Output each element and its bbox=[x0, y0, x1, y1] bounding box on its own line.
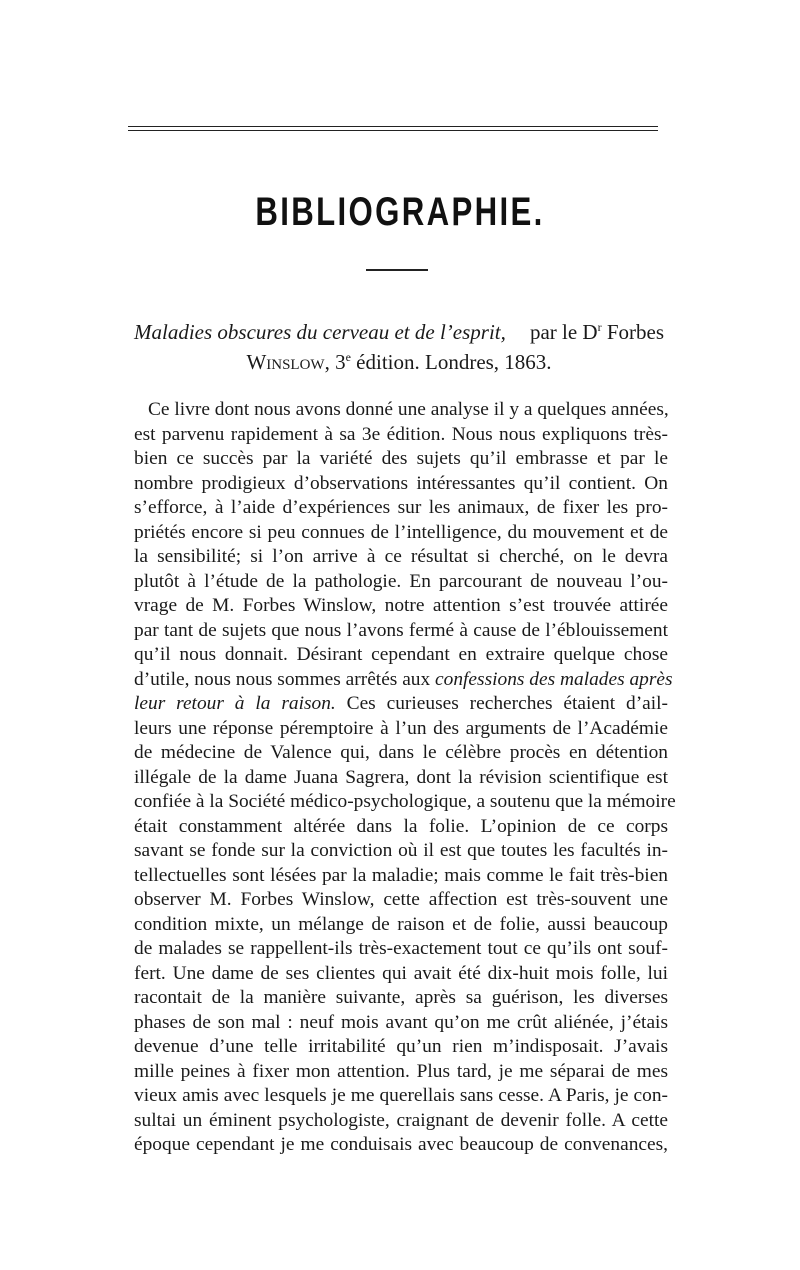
body-line: par tant de sujets que nous l’avons fermé à cause de l’éblouissement bbox=[134, 619, 668, 641]
body-line: priétés encore si peu connues de l’intelligence, du mouvement et de bbox=[134, 521, 668, 543]
body-line: est parvenu rapidement à sa 3e édition. Nous nous expliquons très- bbox=[134, 423, 668, 445]
body-line: époque cependant je me conduisais avec beaucoup de convenances, bbox=[134, 1134, 668, 1155]
book-title: Maladies obscures du cerveau et de l’esprit, bbox=[134, 320, 506, 344]
body-line: plutôt à l’étude de la pathologie. En parcourant de nouveau l’ou- bbox=[134, 570, 668, 592]
edition-text: , 3 bbox=[324, 350, 346, 374]
body-line: qu’il nous donnait. Désirant cependant en extraire quelque chose bbox=[134, 644, 668, 665]
body-line: leurs une réponse péremptoire à l’un des arguments de l’Académie bbox=[134, 717, 668, 739]
body-line: était constamment altérée dans la folie. L’opinion de ce corps bbox=[134, 815, 668, 837]
body-line: vrage de M. Forbes Winslow, notre attention s’est trouvée attirée bbox=[134, 595, 668, 616]
edition-rest: édition. Londres, 1863. bbox=[350, 350, 552, 374]
reference-by bbox=[530, 317, 664, 347]
top-rule bbox=[128, 126, 658, 127]
body-line: confiée à la Société médico-psychologique, a soutenu que la mémoire bbox=[134, 791, 676, 812]
body-line: condition mixte, un mélange de raison et de folie, aussi beaucoup bbox=[134, 913, 668, 935]
body-line bbox=[134, 668, 673, 693]
body-line: savant se fonde sur la conviction où il est que toutes les facultés in- bbox=[134, 840, 668, 861]
body-line: racontait de la manière suivante, après sa guérison, les diverses bbox=[134, 987, 668, 1008]
body-line: vieux amis avec lesquels je me querellais sans cesse. A Paris, je con- bbox=[134, 1085, 668, 1106]
body-line bbox=[134, 692, 668, 717]
body-line: mille peines à fixer mon attention. Plus tard, je me séparai de mes bbox=[134, 1060, 668, 1082]
section-heading: BIBLIOGRAPHIE. bbox=[255, 190, 545, 234]
body-line: bien ce succès par la variété des sujets qu’il embrasse et par le bbox=[134, 448, 668, 469]
body-line: phases de son mal : neuf mois avant qu’on me crût aliénée, j’étais bbox=[134, 1011, 668, 1033]
body-line-part: Ces curieuses recherches étaient d’ail- bbox=[335, 693, 668, 714]
body-line bbox=[134, 1158, 668, 1183]
body-line-italic: confessions des malades après bbox=[435, 668, 673, 690]
author-last-name: Winslow bbox=[246, 350, 325, 374]
reference-line-1 bbox=[134, 317, 664, 347]
body-line-part: d’utile, nous nous sommes arrêtés aux bbox=[134, 668, 436, 690]
body-line: de médecine de Valence qui, dans le célèbre procès en détention bbox=[134, 742, 668, 763]
body-line: Ce livre dont nous avons donné une analyse il y a quelques années, bbox=[148, 399, 669, 420]
body-line: tellectuelles sont lésées par la maladie; mais comme le fait très-bien bbox=[134, 864, 668, 886]
body-line: s’efforce, à l’aide d’expériences sur les animaux, de fixer les pro- bbox=[134, 497, 668, 518]
body-line: nombre prodigieux d’observations intéressantes qu’il contient. On bbox=[134, 472, 668, 494]
heading-rule bbox=[366, 269, 428, 271]
author-first-name: Forbes bbox=[606, 320, 664, 344]
reference-by-text: par le D bbox=[529, 320, 598, 344]
edition-sup: e bbox=[345, 350, 351, 364]
reference-line-2 bbox=[134, 347, 664, 377]
review-body bbox=[134, 398, 676, 1182]
top-rule-double bbox=[128, 130, 658, 131]
body-line: devenue d’une telle irritabilité qu’un rien m’indisposait. J’avais bbox=[134, 1036, 668, 1057]
book-reference bbox=[134, 317, 664, 377]
body-line: observer M. Forbes Winslow, cette affection est très-souvent une bbox=[134, 889, 668, 910]
body-line: la sensibilité; si l’on arrive à ce résultat si cherché, on le devra bbox=[134, 546, 668, 567]
body-line: illégale de la dame Juana Sagrera, dont la révision scientifique est bbox=[134, 766, 668, 788]
body-line-italic: leur retour à la raison. bbox=[134, 693, 336, 714]
reference-by-sup: r bbox=[597, 320, 602, 334]
body-line: fert. Une dame de ses clientes qui avait été dix-huit mois folle, lui bbox=[134, 962, 668, 984]
body-line: de malades se rappellent-ils très-exactement tout ce qu’ils ont souf- bbox=[134, 938, 668, 959]
body-line: sultai un éminent psychologiste, craignant de devenir folle. A cette bbox=[134, 1109, 668, 1131]
